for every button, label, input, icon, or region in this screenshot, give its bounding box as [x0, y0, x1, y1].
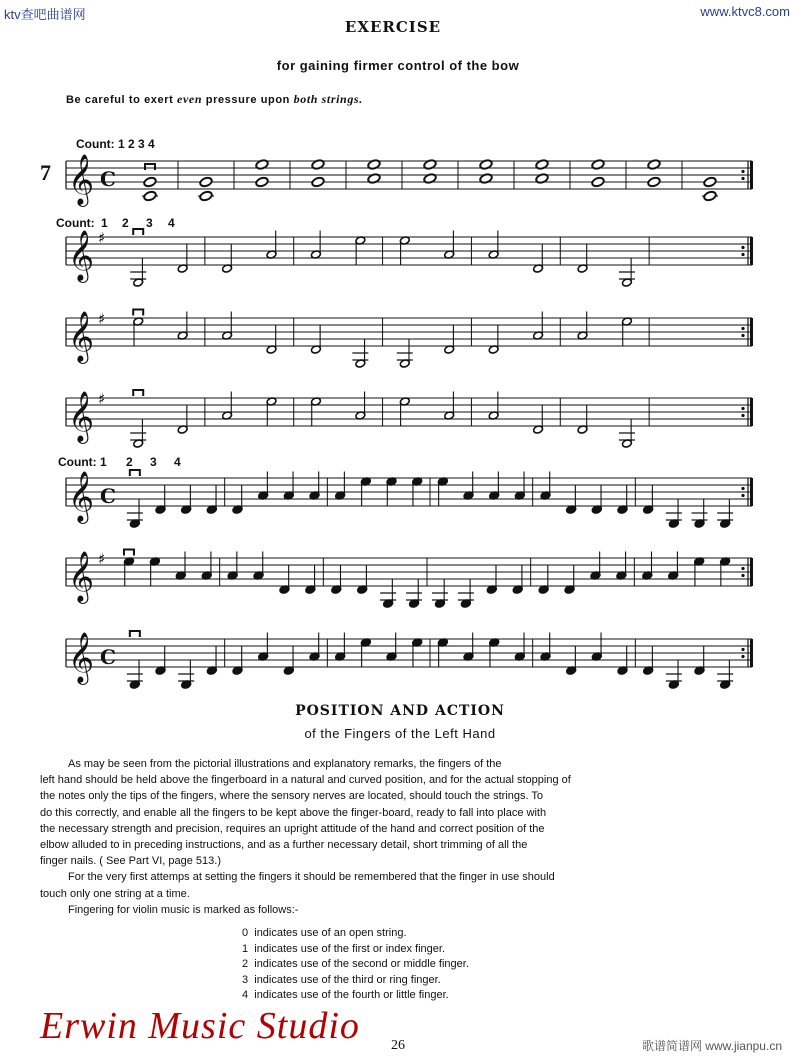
fingering-item-4: [242, 988, 469, 1004]
repeat-dot: [741, 648, 744, 651]
watermark-bottom-right: 歌谱简谱网 www.jianpu.cn: [641, 1039, 782, 1053]
repeat-dot: [741, 246, 744, 249]
sharp-icon: ♯: [98, 310, 106, 328]
fingering-text-4: indicates use of the fourth or little finger.: [254, 989, 449, 1002]
watermark-top-right: www.ktvc8.com: [700, 4, 790, 19]
repeat-dot: [741, 253, 744, 256]
note-head-whole: [199, 190, 213, 201]
sharp-icon: ♯: [98, 229, 106, 247]
common-time-icon: C: [100, 167, 116, 191]
fingering-list: [242, 926, 469, 1004]
note-head-whole: [143, 190, 157, 201]
fingering-text-2: indicates use of the second or middle finger.: [254, 958, 469, 971]
repeat-dot: [741, 414, 744, 417]
caution-even: even: [177, 92, 203, 106]
section-subheading: of the Fingers of the Left Hand: [304, 726, 496, 741]
count-2-num-1: 1: [101, 216, 108, 230]
count-2-num-4: 4: [168, 216, 175, 230]
count-2-num-2: 2: [122, 216, 129, 230]
page-title: EXERCISE: [344, 18, 442, 36]
fingering-text-3: indicates use of the third or ring finger.: [254, 973, 441, 986]
note-head-whole: [143, 176, 157, 187]
final-bar-thick: [750, 398, 753, 426]
p1-line-3: the notes only the tips of the fingers, where the sensory nerves are located, should touch the strings. To: [40, 790, 544, 803]
treble-clef-icon: 𝄞: [68, 551, 95, 602]
fingering-num-3: 3: [242, 973, 249, 986]
treble-clef-icon: 𝄞: [68, 311, 95, 362]
fingering-text-0: indicates use of an open string.: [254, 927, 407, 939]
count-3-num-1: 1: [100, 455, 107, 469]
treble-clef-icon: 𝄞: [68, 391, 95, 442]
fingering-text-1: indicates use of the first or index finger.: [254, 942, 446, 955]
page-subtitle: for gaining firmer control of the bow: [276, 58, 520, 73]
treble-clef-icon: 𝄞: [68, 632, 95, 683]
repeat-dot: [741, 574, 744, 577]
down-bow-icon: [133, 229, 143, 235]
p1-line-2: left hand should be held above the fingerboard in a natural and curved position, and for the actual stopping of: [40, 774, 571, 787]
fingering-num-0: 0: [242, 927, 249, 939]
exercise-number: 7: [40, 160, 51, 185]
fingering-item-0: [242, 926, 469, 942]
fingering-item-1: [242, 942, 469, 958]
count-3-num-3: 3: [150, 455, 157, 469]
repeat-dot: [741, 407, 744, 410]
note-head-whole: [199, 176, 213, 187]
count-2-num-3: 3: [146, 216, 153, 230]
p2-line-2: touch only one string at a time.: [40, 887, 190, 900]
fingering-item-2: [242, 957, 469, 973]
repeat-dot: [741, 177, 744, 180]
sharp-icon: ♯: [98, 550, 106, 568]
final-bar-thick: [750, 558, 753, 586]
note-head-whole: [311, 176, 325, 187]
p1-line-5: the necessary strength and precision, requires an upright attitude of the hand and correct position of the: [40, 822, 545, 835]
fingering-num-2: 2: [242, 958, 249, 971]
note-head-whole: [703, 190, 717, 201]
watermark-top-left: ktv查吧曲谱网: [4, 7, 86, 22]
note-head-whole: [255, 176, 269, 187]
p1-line-6: elbow alluded to in preceding instructions, and as a further necessary detail, short trimming of all the: [40, 839, 528, 852]
repeat-dot: [741, 170, 744, 173]
repeat-dot: [741, 327, 744, 330]
section-heading: POSITION AND ACTION: [295, 703, 505, 719]
repeat-dot: [741, 494, 744, 497]
caution-pre: Be careful to exert: [66, 94, 174, 106]
repeat-dot: [741, 655, 744, 658]
treble-clef-icon: 𝄞: [68, 471, 95, 522]
common-time-icon: C: [100, 645, 116, 669]
count-3-num-4: 4: [174, 455, 181, 469]
treble-clef-icon: 𝄞: [68, 230, 95, 281]
studio-signature: Erwin Music Studio: [40, 1005, 360, 1047]
sharp-icon: ♯: [98, 390, 106, 408]
repeat-dot: [741, 334, 744, 337]
count-label-1: Count: 1 2 3 4: [76, 137, 155, 151]
p1-line-7: finger nails. ( See Part VI, page 513.): [40, 855, 221, 868]
final-bar-thick: [750, 639, 753, 667]
paragraph-1: [40, 756, 760, 918]
caution-mid: pressure upon: [205, 94, 290, 106]
repeat-dot: [741, 567, 744, 570]
treble-clef-icon: 𝄞: [68, 154, 95, 205]
common-time-icon: C: [100, 484, 116, 508]
down-bow-icon: [133, 310, 143, 316]
fingering-num-4: 4: [242, 989, 249, 1002]
count-3-num-2: 2: [126, 455, 133, 469]
page-number: 26: [391, 1038, 405, 1053]
p1-line-4: do this correctly, and enable all the fingers to be kept above the finger-board, ready to fall into place with: [40, 806, 547, 819]
count-3-label: Count:: [58, 455, 97, 469]
fingering-num-1: 1: [242, 942, 249, 955]
down-bow-icon: [133, 390, 143, 396]
final-bar-thick: [750, 161, 753, 189]
note-head-whole: [591, 176, 605, 187]
p3-line: Fingering for violin music is marked as follows:-: [68, 903, 299, 916]
note-head-whole: [703, 176, 717, 187]
p1-line-1: As may be seen from the pictorial illustrations and explanatory remarks, the fingers of the: [68, 758, 502, 770]
caution-both: both strings.: [293, 92, 363, 106]
down-bow-icon: [145, 164, 155, 170]
note-head-whole: [647, 176, 661, 187]
count-2-label: Count:: [56, 216, 95, 230]
final-bar-thick: [750, 237, 753, 265]
repeat-dot: [741, 487, 744, 490]
down-bow-icon: [130, 470, 140, 476]
down-bow-icon: [130, 631, 140, 637]
final-bar-thick: [750, 478, 753, 506]
fingering-item-3: [242, 973, 469, 989]
p2-line-1: For the very first attemps at setting the fingers it should be remembered that the finger in use should: [68, 871, 555, 884]
down-bow-icon: [124, 550, 134, 556]
final-bar-thick: [750, 318, 753, 346]
